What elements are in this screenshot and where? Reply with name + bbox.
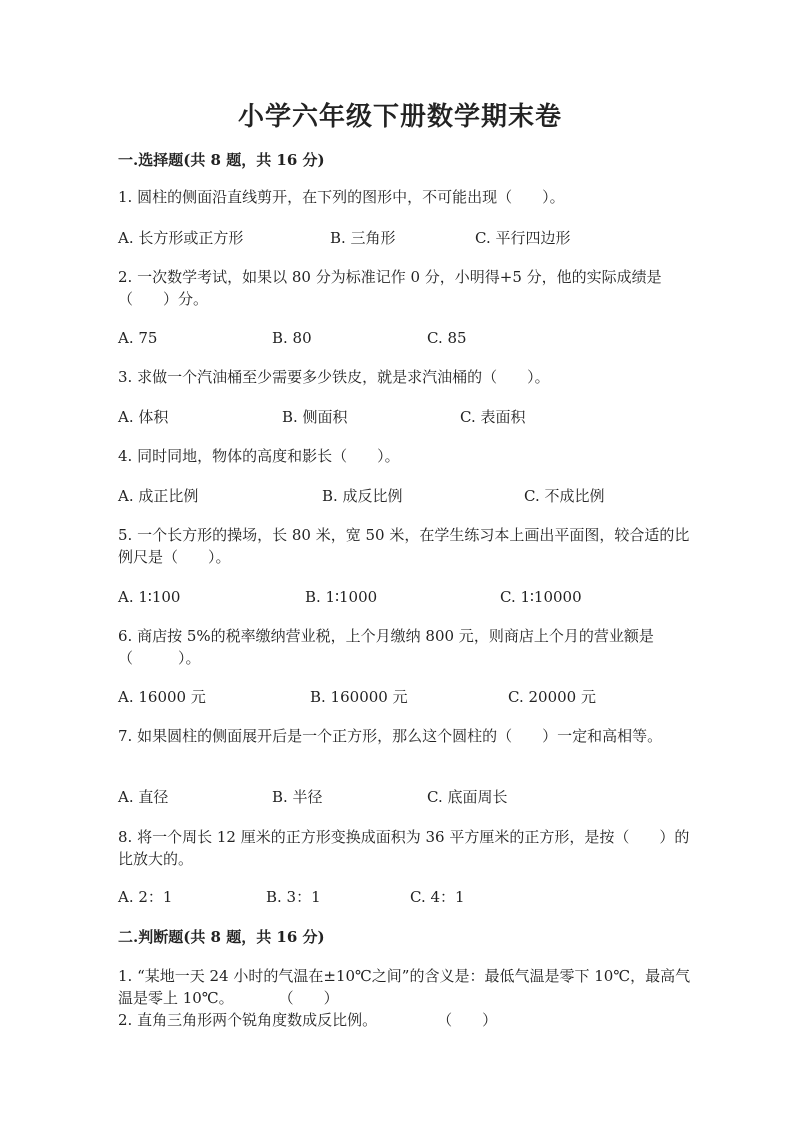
question-1: 1. 圆柱的侧面沿直线剪开，在下列的图形中，不可能出现（ ）。	[118, 188, 565, 206]
question-4: 4. 同时同地，物体的高度和影长（ ）。	[118, 447, 400, 465]
q8-option-c[interactable]: C. 4：1	[410, 888, 465, 906]
q3-option-c[interactable]: C. 表面积	[460, 408, 526, 426]
q6-option-b[interactable]: B. 160000 元	[310, 688, 408, 706]
question-3: 3. 求做一个汽油桶至少需要多少铁皮，就是求汽油桶的（ ）。	[118, 368, 550, 386]
q7-option-c[interactable]: C. 底面周长	[427, 788, 508, 806]
q5-option-a[interactable]: A. 1∶100	[118, 588, 181, 606]
q4-option-b[interactable]: B. 成反比例	[322, 487, 403, 505]
q6-option-a[interactable]: A. 16000 元	[118, 688, 206, 706]
q4-option-c[interactable]: C. 不成比例	[524, 487, 605, 505]
section-heading-judge: 二.判断题(共 8 题，共 16 分)	[118, 928, 325, 946]
q2-option-b[interactable]: B. 80	[272, 329, 312, 347]
q1-option-b[interactable]: B. 三角形	[330, 229, 396, 247]
q1-option-a[interactable]: A. 长方形或正方形	[118, 229, 244, 247]
q2-option-a[interactable]: A. 75	[118, 329, 158, 347]
q7-option-a[interactable]: A. 直径	[118, 788, 169, 806]
judge-question-2: 2. 直角三角形两个锐角度数成反比例。 （ ）	[118, 1011, 498, 1029]
question-5: 5. 一个长方形的操场，长 80 米，宽 50 米，在学生练习本上画出平面图，较合适的比例尺是（ ）。	[118, 526, 690, 566]
q4-option-a[interactable]: A. 成正比例	[118, 487, 199, 505]
question-8: 8. 将一个周长 12 厘米的正方形变换成面积为 36 平方厘米的正方形，是按（ ）的比放大的。	[118, 828, 690, 868]
q5-option-c[interactable]: C. 1∶10000	[500, 588, 582, 606]
q2-option-c[interactable]: C. 85	[427, 329, 467, 347]
q7-option-b[interactable]: B. 半径	[272, 788, 323, 806]
q3-option-b[interactable]: B. 侧面积	[282, 408, 348, 426]
section-heading-choice: 一.选择题(共 8 题，共 16 分)	[118, 151, 325, 169]
page-title: 小学六年级下册数学期末卷	[237, 102, 562, 132]
judge-question-1: 1. “某地一天 24 小时的气温在±10℃之间”的含义是：最低气温是零下 10℃，最高气温是零上 10℃。 （ ）	[118, 967, 691, 1007]
q6-option-c[interactable]: C. 20000 元	[508, 688, 596, 706]
q8-option-b[interactable]: B. 3：1	[266, 888, 321, 906]
question-2: 2. 一次数学考试，如果以 80 分为标准记作 0 分，小明得+5 分，他的实际成绩是（ ）分。	[118, 268, 662, 308]
q5-option-b[interactable]: B. 1∶1000	[305, 588, 378, 606]
q1-option-c[interactable]: C. 平行四边形	[475, 229, 571, 247]
q3-option-a[interactable]: A. 体积	[118, 408, 169, 426]
q8-option-a[interactable]: A. 2：1	[118, 888, 173, 906]
question-7: 7. 如果圆柱的侧面展开后是一个正方形，那么这个圆柱的（ ）一定和高相等。	[118, 727, 663, 745]
question-6: 6. 商店按 5%的税率缴纳营业税，上个月缴纳 800 元，则商店上个月的营业额是（ ）。	[118, 627, 654, 667]
